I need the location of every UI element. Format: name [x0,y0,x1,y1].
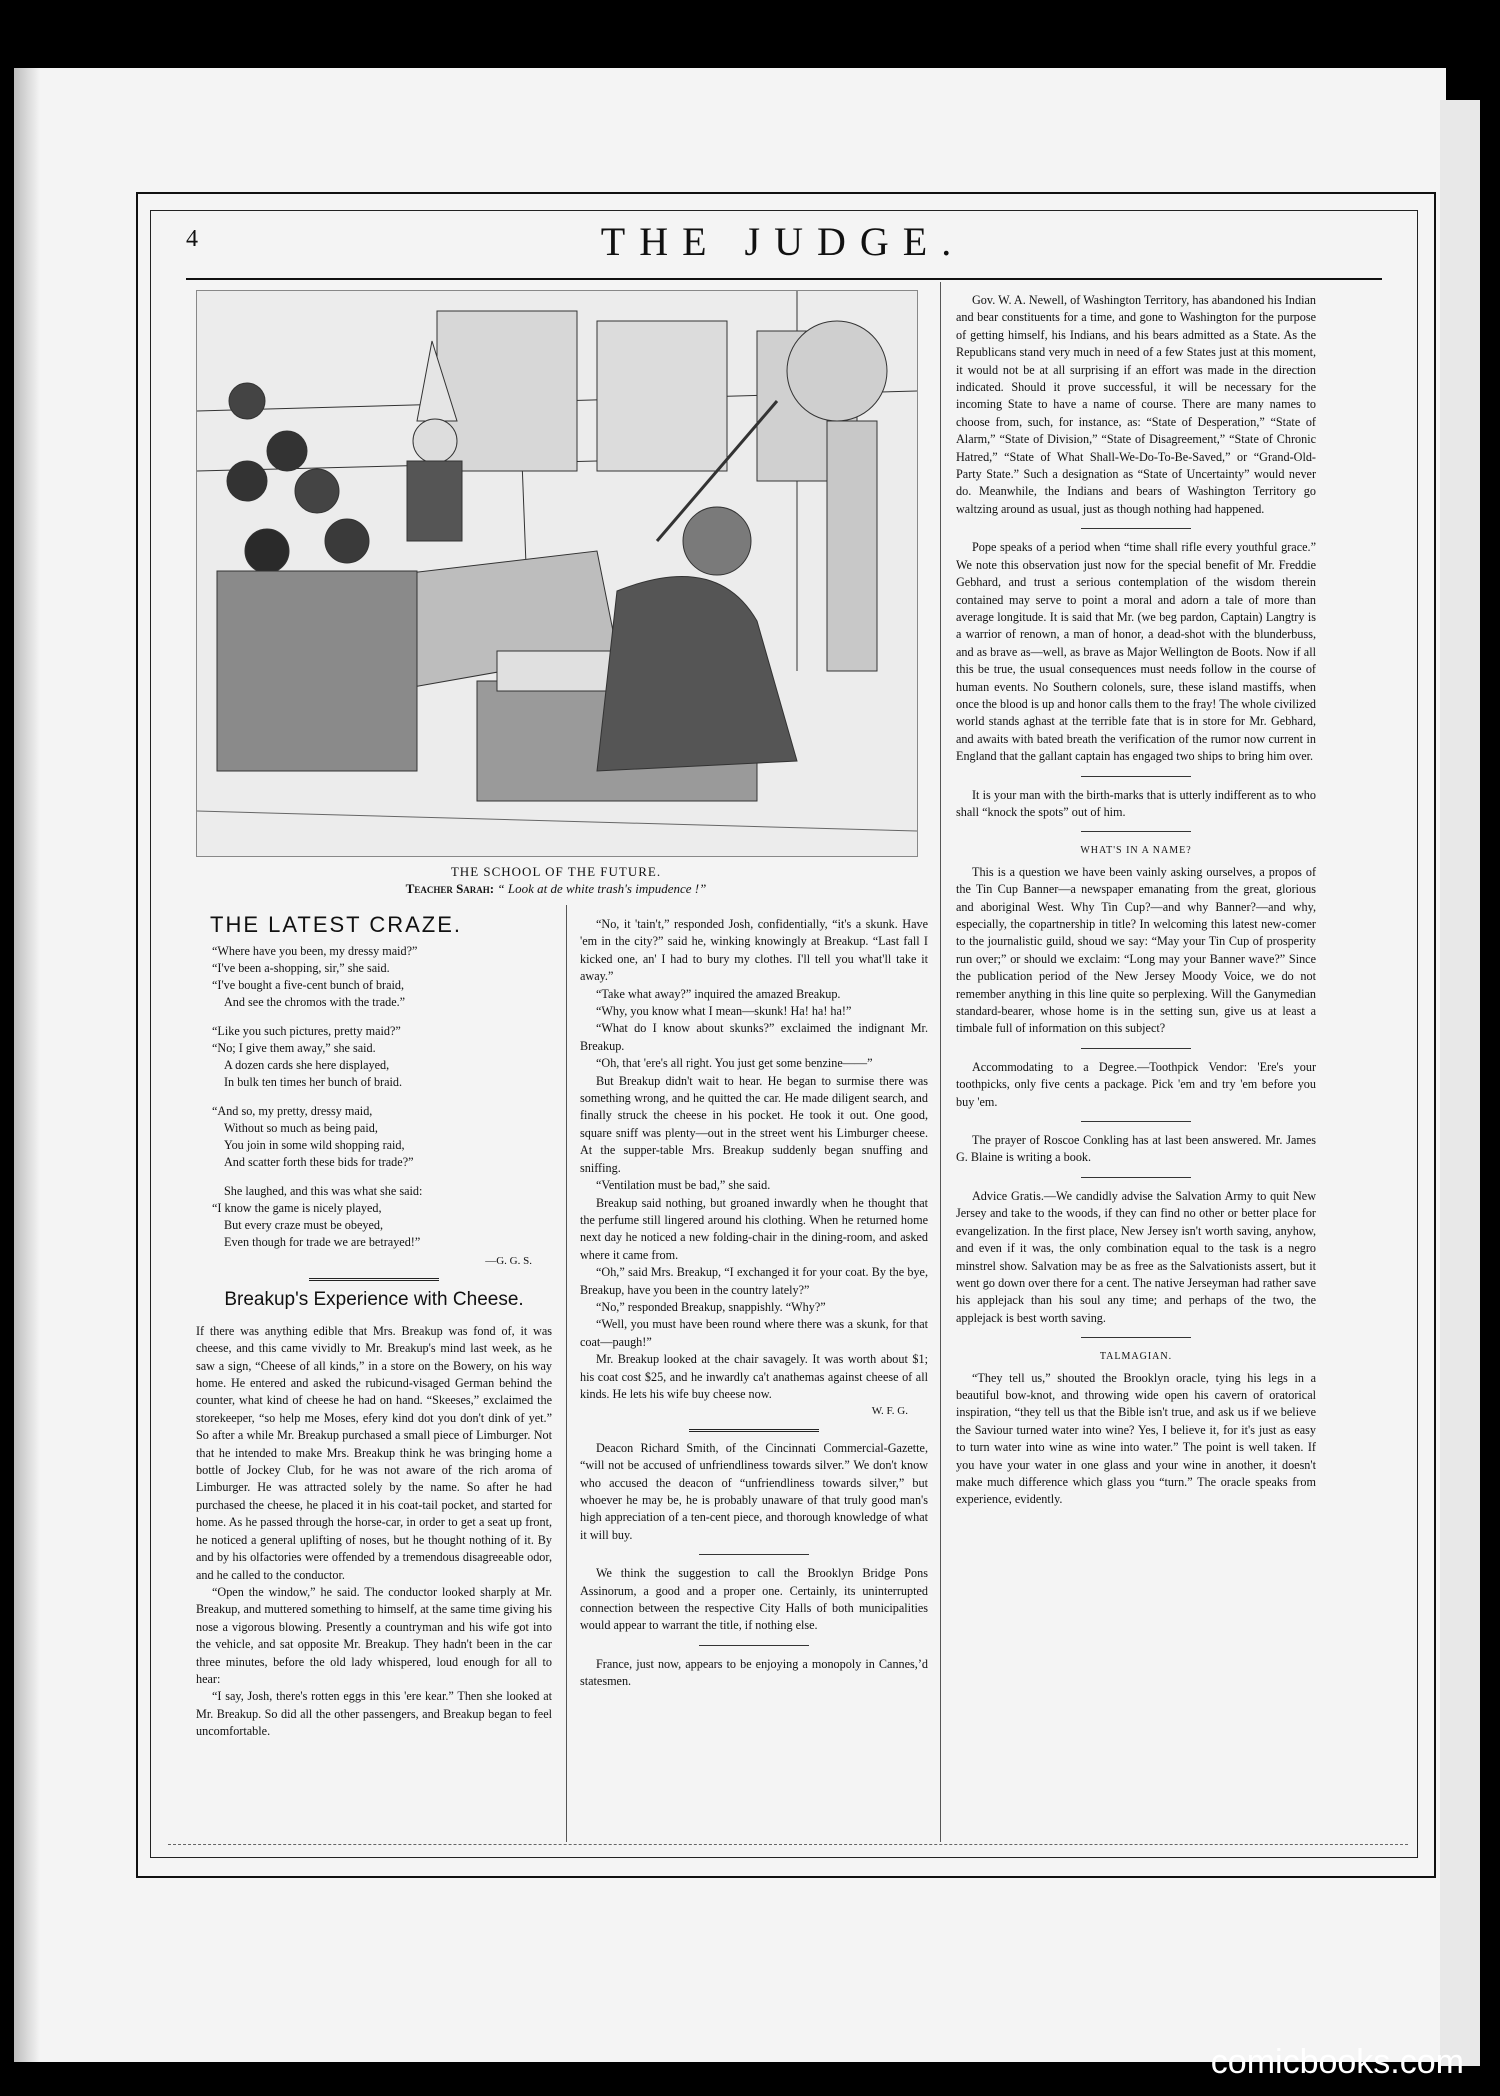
article-paragraph: Mr. Breakup looked at the chair savagely. It was worth about $1; his coat cost $25, and he inwardly ca't anathemas against cheese of all kinds. He lets his wife buy cheese now. [580,1352,928,1401]
section-rule [1081,831,1191,832]
article-paragraph: “Oh,” said Mrs. Breakup, “I exchanged it for your coat. By the bye, Breakup, have you been in the country lately?” [580,1265,928,1297]
section-rule [1081,1177,1191,1178]
article-paragraph: “Oh, that 'ere's all right. You just get some benzine——” [596,1056,873,1071]
article-paragraph: Breakup said nothing, but groaned inwardly when he thought that the perfume still lingered around his clothing. When he returned home next day he noticed a new folding-chair in the dining-room, and asked where it came from. [580,1195,928,1262]
article-paragraph: If there was anything edible that Mrs. Breakup was fond of, it was cheese, and this came vividly to Mr. Breakup's mind last week, as he saw a sign, “Cheese of all kinds,” in a store on the Bowery, on his way home. He entered and asked the rubicund-visaged German behind the counter, what kind of cheese he had on hand. “Skeeses,” exclaimed the storekeeper, “so help me Moses, efery kind dot you don't dink of yet.” So after a while Mr. Breakup purchased a small piece of Limburger. Not that he intended to make Mrs. Breakup think he was bringing home a bottle of Jockey Club, for he was not aware of the rich aroma of Limburger. He was attracted solely by the name. So after he had purchased the cheese, he placed it in his coat-tail pocket, and started for home. As he passed through the horse-car, in order to get a seat up front, he noticed a general uplifting of noses, but he thought nothing of it. By and by his olfactories were offended by a tremendous disagreeable odor, and he called to the conductor. [196,1323,552,1582]
item-deacon: Deacon Richard Smith, of the Cincinnati Commercial-Gazette, “will not be accused of unfriendliness towards silver.” We don't know who accused the deacon of “unfriendliness towards silver,” but whoever he may be, he is probably unaware of that truly good man's high appreciation of a ten-cent piece, and thorough knowledge of what it will buy. [580,1440,928,1542]
article-paragraph: “I say, Josh, there's rotten eggs in this 'ere kear.” Then she looked at Mr. Breakup. So did all the other passengers, and Breakup began to feel uncomfortable. [196,1689,552,1739]
poem-line: In bulk ten times her bunch of braid. [224,1075,403,1090]
article-paragraph: “Why, you know what I mean—skunk! Ha! ha! ha!” [596,1004,852,1019]
poem-line: “I know the game is nicely played, [212,1201,382,1216]
cartoon-caption-line [196,881,916,897]
masthead-rule [186,278,1382,280]
article-paragraph: “Open the window,” he said. The conductor looked sharply at Mr. Breakup, and muttered something to himself, at the same time giving his nose a vigorous blowing. Presently a countryman and his wife got into the vehicle, and sat opposite Mr. Breakup. They hadn't been in the car three minutes, before the old lady whispered, loud enough for all to hear: [196,1584,552,1686]
column-divider [940,282,941,1842]
poem-line: You join in some wild shopping raid, [224,1138,405,1153]
caption-speaker: Teacher Sarah: [405,881,495,896]
article-paragraph: “No, it 'tain't,” responded Josh, confidentially, “it's a skunk. Have 'em in the city?” said he, winking knowingly at Breakup. “Last fall I kicked one, an' I had to bury my clothes. I'll tell you what'll take it away.” [580,917,928,984]
poem-line: Without so much as being paid, [224,1121,378,1136]
poem-stanza [212,1103,552,1171]
item-birthmarks: It is your man with the birth-marks that is utterly indifferent as to who shall “knock the spots” out of him. [956,787,1316,819]
section-rule [309,1278,439,1281]
article-paragraph: “Ventilation must be bad,” she said. [596,1178,771,1193]
article-paragraph: “Well, you must have been round where there was a skunk, for that coat—paugh!” [580,1317,928,1349]
article-paragraph: “Take what away?” inquired the amazed Breakup. [596,986,841,1001]
poem [212,943,552,1270]
bottom-rule [168,1844,1408,1845]
poem-line: “Like you such pictures, pretty maid?” [212,1024,401,1039]
section-rule [1081,1048,1191,1049]
article-title: Breakup's Experience with Cheese. [224,1289,524,1311]
column-2 [580,916,928,1691]
item-pope: Pope speaks of a period when “time shall rifle every youthful grace.” We note this observation just now for the special benefit of Mr. Freddie Gebhard, and trust a serious contemplation of the wisdom therein contained may serve to point a moral and adorn a tale of more than average longitude. It is said that Mr. (we beg pardon, Captain) Langtry is a warrior of renown, a man of honor, a dead-shot with the blunderbuss, and as brave as—well, as brave as Major Wellington de Boots. Now if all this be true, the usual consequences must needs follow in the course of human events. No Southern colonels, sure, these island mastiffs, when once the blood is up and honor calls them to the fray! The whole civilized world stands aghast at the terrible fate that is in store for Mr. Gebhard, and awaits with bated breath the verification of the rumor now current in England that the gallant captain has engaged two ships to bring him over. [956,540,1316,764]
next-page-edge [1440,100,1480,2066]
section-rule [1081,528,1191,529]
poem-line: “No; I give them away,” she said. [212,1041,376,1056]
item-bridge: We think the suggestion to call the Brooklyn Bridge Pons Assinorum, a good and a proper one. Certainly, its uninterrupted connection between the respective City Halls of both municipalities would appear to warrant the title, if nothing else. [580,1566,928,1633]
item-accommodating: Accommodating to a Degree.—Toothpick Vendor: 'Ere's your toothpicks, only five cents a package. Pick 'em and try 'em before you buy 'em. [956,1059,1316,1109]
poem-line: And scatter forth these bids for trade?” [224,1155,414,1170]
article-paragraph: But Breakup didn't wait to hear. He began to surmise there was something wrong, and he quitted the car. He made diligent search, and finally struck the cheese in his pocket. He took it out. One good, square sniff was plenty—out in the street went his Limburger cheese. At the supper-table Mrs. Breakup suddenly began snuffing and sniffing. [580,1073,928,1175]
poem-stanza [212,1183,552,1251]
item-advice: Advice Gratis.—We candidly advise the Salvation Army to quit New Jersey and take to the woods, if they can find no other or better place for evangelization. In the first place, New Jersey isn't worth saving, anyhow, and even if it was, the only combination equal to the task is a negro minstrel show. Salvation may be as free as the Salvationists assert, but it went go down over there for a cent. The native Jerseyman had rather save his applejack than his soul any time; and perhaps of the two, the applejack is best worth saving. [956,1188,1316,1325]
poem-stanza [212,1023,552,1091]
poem-line: “I've been a-shopping, sir,” she said. [212,961,390,976]
poem-line: A dozen cards she here displayed, [224,1058,390,1073]
poem-line: “And so, my pretty, dressy maid, [212,1104,373,1119]
item-newell: Gov. W. A. Newell, of Washington Territory, has abandoned his Indian and bear constituents for a time, and gone to Washington for the purpose of getting himself, his Indians, and his bears admitted as a State. As the Republicans stand very much in need of a few States just at this moment, it would not be at all surprising if an effort was made in the direction indicated. Should it prove successful, it will be necessary for the incoming State to have a name of course. There are many names to choose from, such, for instance, as: “State of Desperation,” “State of Alarm,” “State of Division,” “State of Disagreement,” “State of Chronic Hatred,” “State of What Shall-We-Do-To-Be-Saved,” or “Grand-Old-Party State.” Such a designation as “State of Uncertainty” would never do. Meanwhile, the Indians and bears of Washington Territory go waltzing around as usual, just as though nothing had happened. [956,293,1316,516]
item-france: France, just now, appears to be enjoying a monopoly in Cannes,’d statesmen. [580,1656,928,1689]
item-name: This is a question we have been vainly asking ourselves, a propos of the Tin Cup Banner—a newspaper emanating from the great, glorious and aboriginal West. Why Tin Cup?—and why Banner?—and why, especially, the copartnership in title? In welcoming this latest new-comer to the journalistic guild, shoud we say: “May your Tin Cup of prosperity run over;” or should we exclaim: “Long may your Banner wave?” Since the publication period of the New Jersey Moody Voice, we do not remember anything in this line quite so perplexing. Will the Ganymedian standard-bearer, whose home is in the setting sun, give us at least a timbale full of information on this subject? [956,864,1316,1036]
page-number: 4 [186,226,198,252]
section-rule [1081,776,1191,777]
poem-signature: —G. G. S. [485,1255,532,1268]
poem-line: Even though for trade we are betrayed!” [224,1235,421,1250]
section-rule [689,1429,819,1432]
column-3 [956,292,1316,1509]
masthead: THE JUDGE. [600,219,966,264]
column-divider [566,905,567,1842]
poem-line: She laughed, and this was what she said: [224,1184,423,1199]
cartoon-illustration [196,290,918,857]
column-1 [196,912,552,1741]
section-rule [699,1645,809,1646]
subhead-name: WHAT'S IN A NAME? [1080,845,1192,857]
section-rule [1081,1337,1191,1338]
section-rule [699,1554,809,1555]
poem-line: “I've bought a five-cent bunch of braid, [212,978,405,993]
poem-line: But every craze must be obeyed, [224,1218,384,1233]
caption-quote: “ Look at de white trash's impudence !” [497,881,707,896]
cartoon-caption-title: THE SCHOOL OF THE FUTURE. [450,864,662,879]
section-rule [1081,1121,1191,1122]
item-talmagian: “They tell us,” shouted the Brooklyn oracle, tying his legs in a beautiful bow-knot, and throwing wide open his cavern of oratorical inspiration, “they tell us that the Bible isn't true, and ask us if we believe the Saviour turned water into wine? Yes, I believe it, for it's just as easy to turn water into wine as wine into water.” The point is well taken. If you have your water in one glass and your wine in another, it doesn't make much difference which glass you “turn.” The oracle speaks from experience, evidently. [956,1370,1316,1507]
poem-line: “Where have you been, my dressy maid?” [212,944,418,959]
article-signature: W. F. G. [871,1405,908,1418]
poem-line: And see the chromos with the trade.” [224,995,406,1010]
article-paragraph: “No,” responded Breakup, snappishly. “Why?” [596,1299,826,1314]
poem-title: THE LATEST CRAZE. [210,912,463,937]
poem-stanza [212,943,552,1011]
article-paragraph: “What do I know about skunks?” exclaimed the indignant Mr. Breakup. [580,1021,928,1053]
subhead-talmagian: TALMAGIAN. [1099,1351,1173,1363]
item-conkling: The prayer of Roscoe Conkling has at last been answered. Mr. James G. Blaine is writing a book. [956,1133,1316,1165]
watermark: comicbooks.com [1210,2043,1464,2081]
